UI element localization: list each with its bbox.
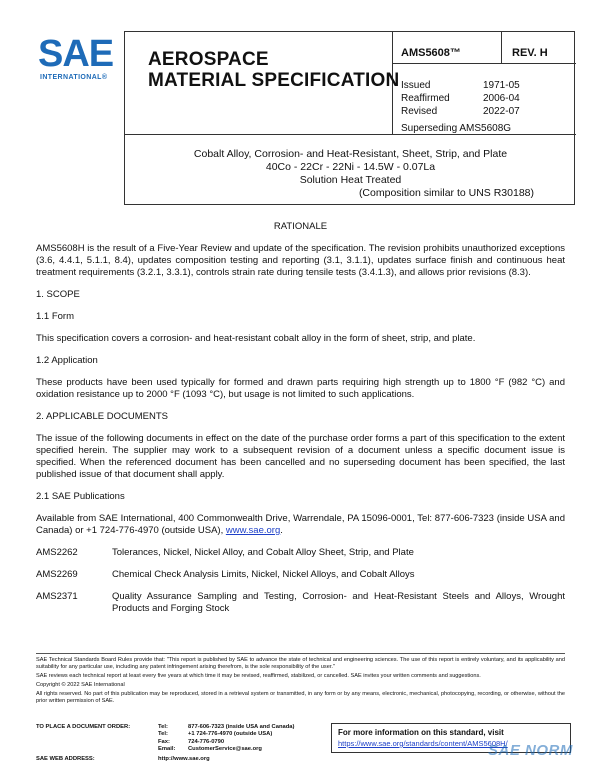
date-row xyxy=(401,105,520,118)
date-label: Revised xyxy=(401,106,438,117)
spacer xyxy=(36,746,158,753)
order-label: TO PLACE A DOCUMENT ORDER: xyxy=(36,724,131,730)
sae-norm-watermark: SAE NORM xyxy=(488,742,573,759)
title-line: MATERIAL SPECIFICATION xyxy=(148,70,400,91)
contact-value: CustomerService@sae.org xyxy=(188,746,262,753)
contact-value: 877-606-7323 (inside USA and Canada) xyxy=(188,724,295,730)
paragraph: This specification covers a corrosion- and heat-resistant cobalt alloy in the form of sheet, strip, and plate. xyxy=(36,333,476,344)
paragraph-text: . xyxy=(280,525,283,536)
contact-key: Email: xyxy=(158,746,176,753)
section-heading: 1.2 Application xyxy=(36,355,98,366)
contact-key: Tel: xyxy=(158,731,168,738)
rationale-heading: RATIONALE xyxy=(273,221,328,232)
subject-line: (Composition similar to UNS R30188) xyxy=(358,187,534,199)
spacer xyxy=(36,731,158,738)
paragraph-text: Available from SAE International, 400 Commonwealth Drive, Warrendale, PA 15096-0001, Tel: 877-606-7323 (inside USA and Canada) or +1 724-776-4970 (outside USA), xyxy=(36,513,565,536)
contact-key: Fax: xyxy=(158,738,170,745)
date-table xyxy=(401,79,520,118)
section-heading: 1. SCOPE xyxy=(36,289,80,300)
footer-text: SAE reviews each technical report at least every five years at which time it may be revised, reaffirmed, stabilized, or cancelled. SAE invites your written comments and suggestions. xyxy=(36,673,481,679)
date-value: 2006-04 xyxy=(483,93,520,104)
date-value: 2022-07 xyxy=(483,106,520,117)
sae-logo: SAE xyxy=(38,33,114,75)
header-divider xyxy=(501,32,502,63)
web-label: SAE WEB ADDRESS: xyxy=(36,755,95,762)
sae-website-link[interactable]: www.sae.org xyxy=(225,525,281,536)
sae-logo-subtext: INTERNATIONAL® xyxy=(40,74,108,81)
reference-row xyxy=(36,591,565,615)
order-contacts xyxy=(36,724,294,763)
reference-title: Tolerances, Nickel, Nickel Alloy, and Cobalt Alloy Sheet, Strip, and Plate xyxy=(112,547,414,558)
header-divider xyxy=(125,134,576,135)
doc-type-title xyxy=(148,49,399,91)
reference-title: Quality Assurance Sampling and Testing, Corrosion- and Heat-Resistant Steels and Alloys, Wrought Products and Forging Stock xyxy=(112,591,565,614)
footer-divider xyxy=(36,653,565,654)
contact-row xyxy=(36,724,294,731)
web-value: http://www.sae.org xyxy=(158,755,210,762)
date-row xyxy=(401,79,520,92)
spec-header xyxy=(124,31,575,205)
rationale-text: AMS5608H is the result of a Five-Year Review and update of the specification. The revision prohibits unauthorized exceptions (3.6, 4.4.1, 5.1.1, 8.4), updates composition testing and reporting (3.1, 3.1.1), updates surface finish and continuous heat treatment requirements (3.2.1, 3.3.1), controls strain rate during tensile tests (3.4.1.3), and allows prior revisions (8.3). xyxy=(36,243,565,278)
copyright: Copyright © 2022 SAE International xyxy=(36,682,125,688)
date-value: 1971-05 xyxy=(483,80,520,91)
reference-code: AMS2371 xyxy=(36,591,78,602)
contact-row xyxy=(36,739,294,746)
reference-row xyxy=(36,569,565,581)
subject-line: Cobalt Alloy, Corrosion- and Heat-Resistant, Sheet, Strip, and Plate xyxy=(193,148,508,160)
more-info-title: For more information on this standard, visit xyxy=(338,728,504,737)
spec-subject xyxy=(125,148,576,200)
contact-row xyxy=(36,731,294,738)
reference-title: Chemical Check Analysis Limits, Nickel, Nickel Alloys, and Cobalt Alloys xyxy=(112,569,415,580)
legal-footer xyxy=(36,657,565,707)
document-body xyxy=(36,221,565,615)
doc-number: AMS5608™ xyxy=(401,47,461,59)
paragraph: These products have been used typically for formed and drawn parts requiring high strength up to 1800 °F (982 °C) and oxidation resistance up to 2000 °F (1093 °C), but usage is not limited to such applications. xyxy=(36,377,565,400)
section-heading: 2. APPLICABLE DOCUMENTS xyxy=(36,411,168,422)
contact-row xyxy=(36,756,294,763)
spacer xyxy=(36,739,158,746)
revision: REV. H xyxy=(512,47,548,59)
contact-value: 724-776-0790 xyxy=(188,738,225,745)
reference-code: AMS2269 xyxy=(36,569,78,580)
section-heading: 1.1 Form xyxy=(36,311,75,322)
contact-key: Tel: xyxy=(158,724,168,730)
date-label: Issued xyxy=(401,80,431,91)
subject-line: 40Co - 22Cr - 22Ni - 14.5W - 0.07La xyxy=(265,161,436,173)
subject-line: Solution Heat Treated xyxy=(299,174,402,186)
date-row xyxy=(401,92,520,105)
section-heading: 2.1 SAE Publications xyxy=(36,491,125,502)
superseding: Superseding AMS5608G xyxy=(401,123,512,134)
footer-text: All rights reserved. No part of this publication may be reproduced, stored in a retrieval system or transmitted, in any form or by any means, electronic, mechanical, photocopying, recording, or otherwise, without the prior written permission of SAE. xyxy=(36,691,565,704)
reference-code: AMS2262 xyxy=(36,547,78,558)
footer-text: SAE Technical Standards Board Rules provide that: "This report is published by SAE to advance the state of technical and engineering sciences. The use of this report is entirely voluntary, and its applicability and suitability for any particular use, including any patent infringement arising therefrom, is the sole responsibility of the user." xyxy=(36,657,565,670)
paragraph xyxy=(36,513,565,537)
paragraph: The issue of the following documents in effect on the date of the purchase order forms a part of this specification to the extent specified herein. The supplier may work to a subsequent revision of a document unless a specific document issue is specified. When the referenced document has been cancelled and no superseding document has been specified, the last published issue of that document shall apply. xyxy=(36,433,565,480)
contact-row xyxy=(36,746,294,753)
title-line: AEROSPACE xyxy=(148,49,269,70)
date-label: Reaffirmed xyxy=(401,93,450,104)
standard-page-link[interactable]: https://www.sae.org/standards/content/AMS5608H/ xyxy=(338,739,508,748)
header-divider xyxy=(392,63,576,64)
reference-row xyxy=(36,547,565,559)
contact-value: +1 724-776-4970 (outside USA) xyxy=(188,731,273,738)
